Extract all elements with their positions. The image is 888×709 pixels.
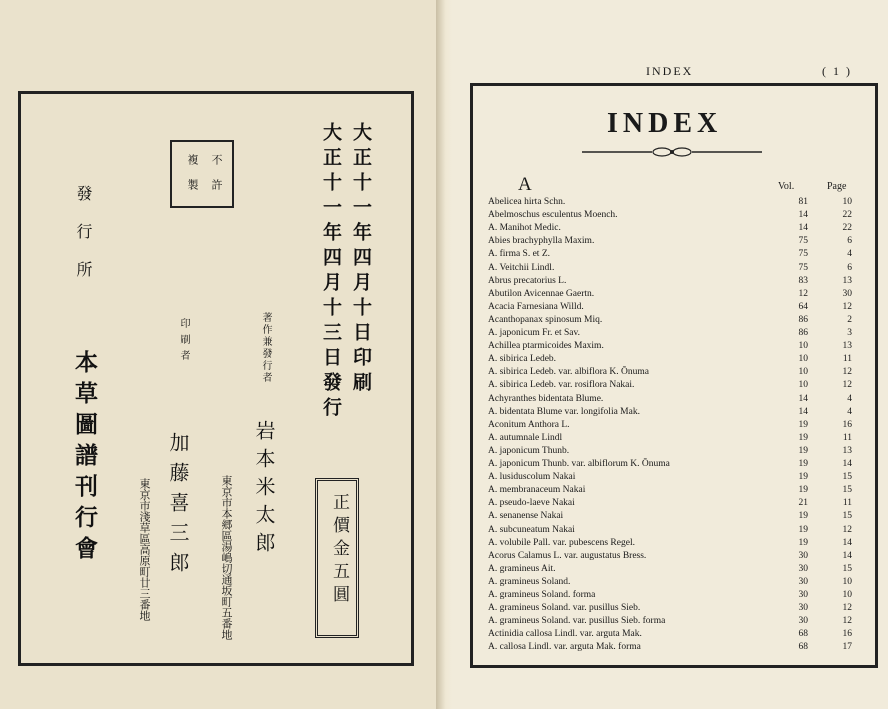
entry-name: A. volubile Pall. var. pubescens Regel. <box>488 537 635 548</box>
entry-volume: 19 <box>798 459 808 469</box>
entry-page: 16 <box>842 419 852 430</box>
index-entry <box>488 615 860 628</box>
entry-name: A. gramineus Soland. var. pusillus Sieb. forma <box>488 616 666 627</box>
index-entry <box>488 484 860 497</box>
author-address: 東京市本郷區湯嶋切通坂町五番地 <box>220 475 233 640</box>
entry-name: A. sibirica Ledeb. var. albiflora K. Ōnuma <box>488 367 649 378</box>
entry-volume: 10 <box>798 367 808 378</box>
entry-name: A. autumnale Lindl <box>488 432 563 443</box>
entry-name: A. membranaceum Nakai <box>488 485 586 496</box>
entry-volume: 19 <box>798 485 808 496</box>
entry-volume: 12 <box>798 288 808 299</box>
entry-page: 12 <box>842 380 852 391</box>
entry-page: 12 <box>842 301 852 312</box>
entry-name: Abelicea hirta Schn. <box>488 197 566 207</box>
index-title: INDEX <box>607 108 723 139</box>
entry-page: 6 <box>847 236 852 247</box>
stamp-text-1: 不許 <box>210 154 223 204</box>
entry-name: A. sibirica Ledeb. var. rosiflora Nakai. <box>488 380 635 391</box>
index-entry <box>488 288 860 301</box>
entry-volume: 86 <box>798 328 808 338</box>
entry-name: A. japonicum Thunb. var. albiflorum K. Ōnuma <box>488 459 670 469</box>
printer-address: 東京市淺草區高原町廿三番地 <box>138 478 151 621</box>
entry-page: 14 <box>842 537 852 548</box>
entry-name: A. senanense Nakai <box>488 511 564 522</box>
entry-volume: 30 <box>798 563 808 574</box>
entry-name: Abies brachyphylla Maxim. <box>488 236 595 247</box>
page-number: ( 1 ) <box>822 64 852 78</box>
index-entry <box>488 209 860 222</box>
entry-volume: 68 <box>798 642 808 653</box>
entry-name: Actinidia callosa Lindl. var. arguta Mak. <box>488 629 642 640</box>
index-entry <box>488 602 860 615</box>
index-entry <box>488 353 860 366</box>
index-entry <box>488 196 860 209</box>
entry-volume: 86 <box>798 314 808 325</box>
entry-page: 12 <box>842 367 852 378</box>
column-header-vol: Vol. <box>778 181 795 192</box>
index-entry <box>488 589 860 602</box>
entry-volume: 19 <box>798 419 808 430</box>
index-entry <box>488 432 860 445</box>
entry-volume: 19 <box>798 524 808 535</box>
index-entry <box>488 222 860 235</box>
author-label: 著作兼發行者 <box>260 312 271 384</box>
column-header-page: Page <box>827 181 847 192</box>
entry-name: A. gramineus Ait. <box>488 563 556 574</box>
index-entry <box>488 628 860 641</box>
entry-name: A. gramineus Soland. <box>488 576 571 587</box>
index-entry <box>488 497 860 510</box>
title-ornament-icon <box>582 146 762 158</box>
entry-volume: 14 <box>798 223 808 234</box>
entry-page: 12 <box>842 603 852 614</box>
entry-volume: 19 <box>798 511 808 522</box>
entry-volume: 21 <box>798 498 808 509</box>
entry-volume: 75 <box>798 236 808 247</box>
index-entry <box>488 301 860 314</box>
entry-volume: 19 <box>798 432 808 443</box>
issue-date: 大正十一年四月十三日發行 <box>320 122 342 422</box>
entry-page: 13 <box>842 445 852 456</box>
index-entry <box>488 419 860 432</box>
entry-volume: 14 <box>798 210 808 221</box>
index-entry <box>488 235 860 248</box>
entry-page: 4 <box>847 406 852 417</box>
entry-volume: 81 <box>798 197 808 207</box>
entry-page: 22 <box>842 210 852 221</box>
entry-volume: 30 <box>798 550 808 561</box>
entry-page: 11 <box>842 354 852 365</box>
entry-name: A. subcuneatum Nakai <box>488 524 575 535</box>
entry-volume: 19 <box>798 537 808 548</box>
entry-volume: 30 <box>798 590 808 600</box>
index-entry <box>488 379 860 392</box>
entry-page: 11 <box>842 432 852 443</box>
entry-page: 14 <box>842 550 852 561</box>
entry-name: A. Manihot Medic. <box>488 223 561 234</box>
entry-page: 2 <box>847 314 852 325</box>
entry-name: A. bidentata Blume var. longifolia Mak. <box>488 406 640 417</box>
index-entry <box>488 445 860 458</box>
price-text: 正價金五圓 <box>329 493 349 608</box>
author-name: 岩本米太郎 <box>252 420 276 560</box>
entry-name: Achillea ptarmicoides Maxim. <box>488 341 604 352</box>
entry-volume: 30 <box>798 576 808 587</box>
entry-name: Aconitum Anthora L. <box>488 419 570 430</box>
entry-volume: 14 <box>798 393 808 404</box>
entry-page: 10 <box>842 197 852 207</box>
entry-volume: 68 <box>798 629 808 640</box>
publisher-name: 本草圖譜刊行會 <box>71 350 97 567</box>
index-entry <box>488 314 860 327</box>
entry-page: 3 <box>847 328 852 338</box>
entry-page: 15 <box>842 472 852 483</box>
entry-volume: 19 <box>798 472 808 483</box>
index-entry <box>488 563 860 576</box>
entry-page: 13 <box>842 341 852 352</box>
printer-name: 加藤喜三郎 <box>166 432 190 582</box>
entry-page: 4 <box>847 249 852 260</box>
index-entry <box>488 327 860 340</box>
entry-page: 11 <box>842 498 852 509</box>
index-entry <box>488 393 860 406</box>
entry-page: 10 <box>842 576 852 587</box>
index-entry <box>488 262 860 275</box>
entry-volume: 10 <box>798 380 808 391</box>
entry-page: 30 <box>842 288 852 299</box>
entry-volume: 19 <box>798 445 808 456</box>
entry-name: Achyranthes bidentata Blume. <box>488 393 604 404</box>
entry-name: A. gramineus Soland. forma <box>488 590 596 600</box>
index-entry <box>488 275 860 288</box>
entry-page: 15 <box>842 563 852 574</box>
entry-name: Acacia Farnesiana Willd. <box>488 301 584 312</box>
entry-page: 6 <box>847 262 852 273</box>
price-box <box>315 478 359 638</box>
entry-volume: 14 <box>798 406 808 417</box>
entry-volume: 75 <box>798 262 808 273</box>
entry-name: A. japonicum Thunb. <box>488 445 570 456</box>
entry-volume: 75 <box>798 249 808 260</box>
entry-name: Abutilon Avicennae Gaertn. <box>488 288 595 299</box>
entry-name: A. firma S. et Z. <box>488 249 551 260</box>
entry-name: Acorus Calamus L. var. augustatus Bress. <box>488 550 647 561</box>
entry-name: Acanthopanax spinosum Miq. <box>488 314 603 325</box>
publisher-label: 發行所 <box>74 185 93 299</box>
index-entry <box>488 340 860 353</box>
entry-name: A. Veitchii Lindl. <box>488 262 555 273</box>
entry-page: 15 <box>842 511 852 522</box>
book-gutter <box>436 0 452 709</box>
entry-page: 12 <box>842 524 852 535</box>
entry-name: A. gramineus Soland. var. pusillus Sieb. <box>488 603 641 614</box>
copyright-stamp <box>170 140 234 208</box>
entry-name: A. lusiduscolum Nakai <box>488 472 576 483</box>
entry-page: 10 <box>842 590 852 600</box>
index-entry <box>488 550 860 563</box>
running-head: INDEX <box>646 64 694 78</box>
entry-page: 16 <box>842 629 852 640</box>
entry-page: 15 <box>842 485 852 496</box>
index-entry <box>488 458 860 471</box>
section-letter: A <box>518 174 532 195</box>
stamp-text-2: 複製 <box>186 154 199 204</box>
entry-volume: 83 <box>798 275 808 286</box>
entry-name: A. pseudo-laeve Nakai <box>488 498 575 509</box>
entry-name: A. sibirica Ledeb. <box>488 354 557 365</box>
entry-name: Abrus precatorius L. <box>488 275 567 286</box>
printer-label: 印刷者 <box>178 318 189 366</box>
entry-volume: 30 <box>798 616 808 627</box>
index-entry <box>488 641 860 654</box>
entry-volume: 30 <box>798 603 808 614</box>
print-date: 大正十一年四月十日印刷 <box>350 122 372 397</box>
entry-volume: 10 <box>798 341 808 352</box>
index-entry <box>488 366 860 379</box>
index-entry <box>488 248 860 261</box>
entry-name: A. callosa Lindl. var. arguta Mak. forma <box>488 642 641 653</box>
entry-volume: 64 <box>798 301 808 312</box>
index-entry <box>488 576 860 589</box>
entry-page: 17 <box>842 642 852 653</box>
index-entry <box>488 471 860 484</box>
index-entry <box>488 406 860 419</box>
entry-page: 4 <box>847 393 852 404</box>
entry-page: 22 <box>842 223 852 234</box>
entry-page: 13 <box>842 275 852 286</box>
entry-name: A. japonicum Fr. et Sav. <box>488 328 580 338</box>
index-entry <box>488 524 860 537</box>
entry-name: Abelmoschus esculentus Moench. <box>488 210 618 221</box>
index-entry <box>488 537 860 550</box>
index-entry <box>488 510 860 523</box>
entry-volume: 10 <box>798 354 808 365</box>
entry-page: 12 <box>842 616 852 627</box>
entry-page: 14 <box>842 459 852 469</box>
